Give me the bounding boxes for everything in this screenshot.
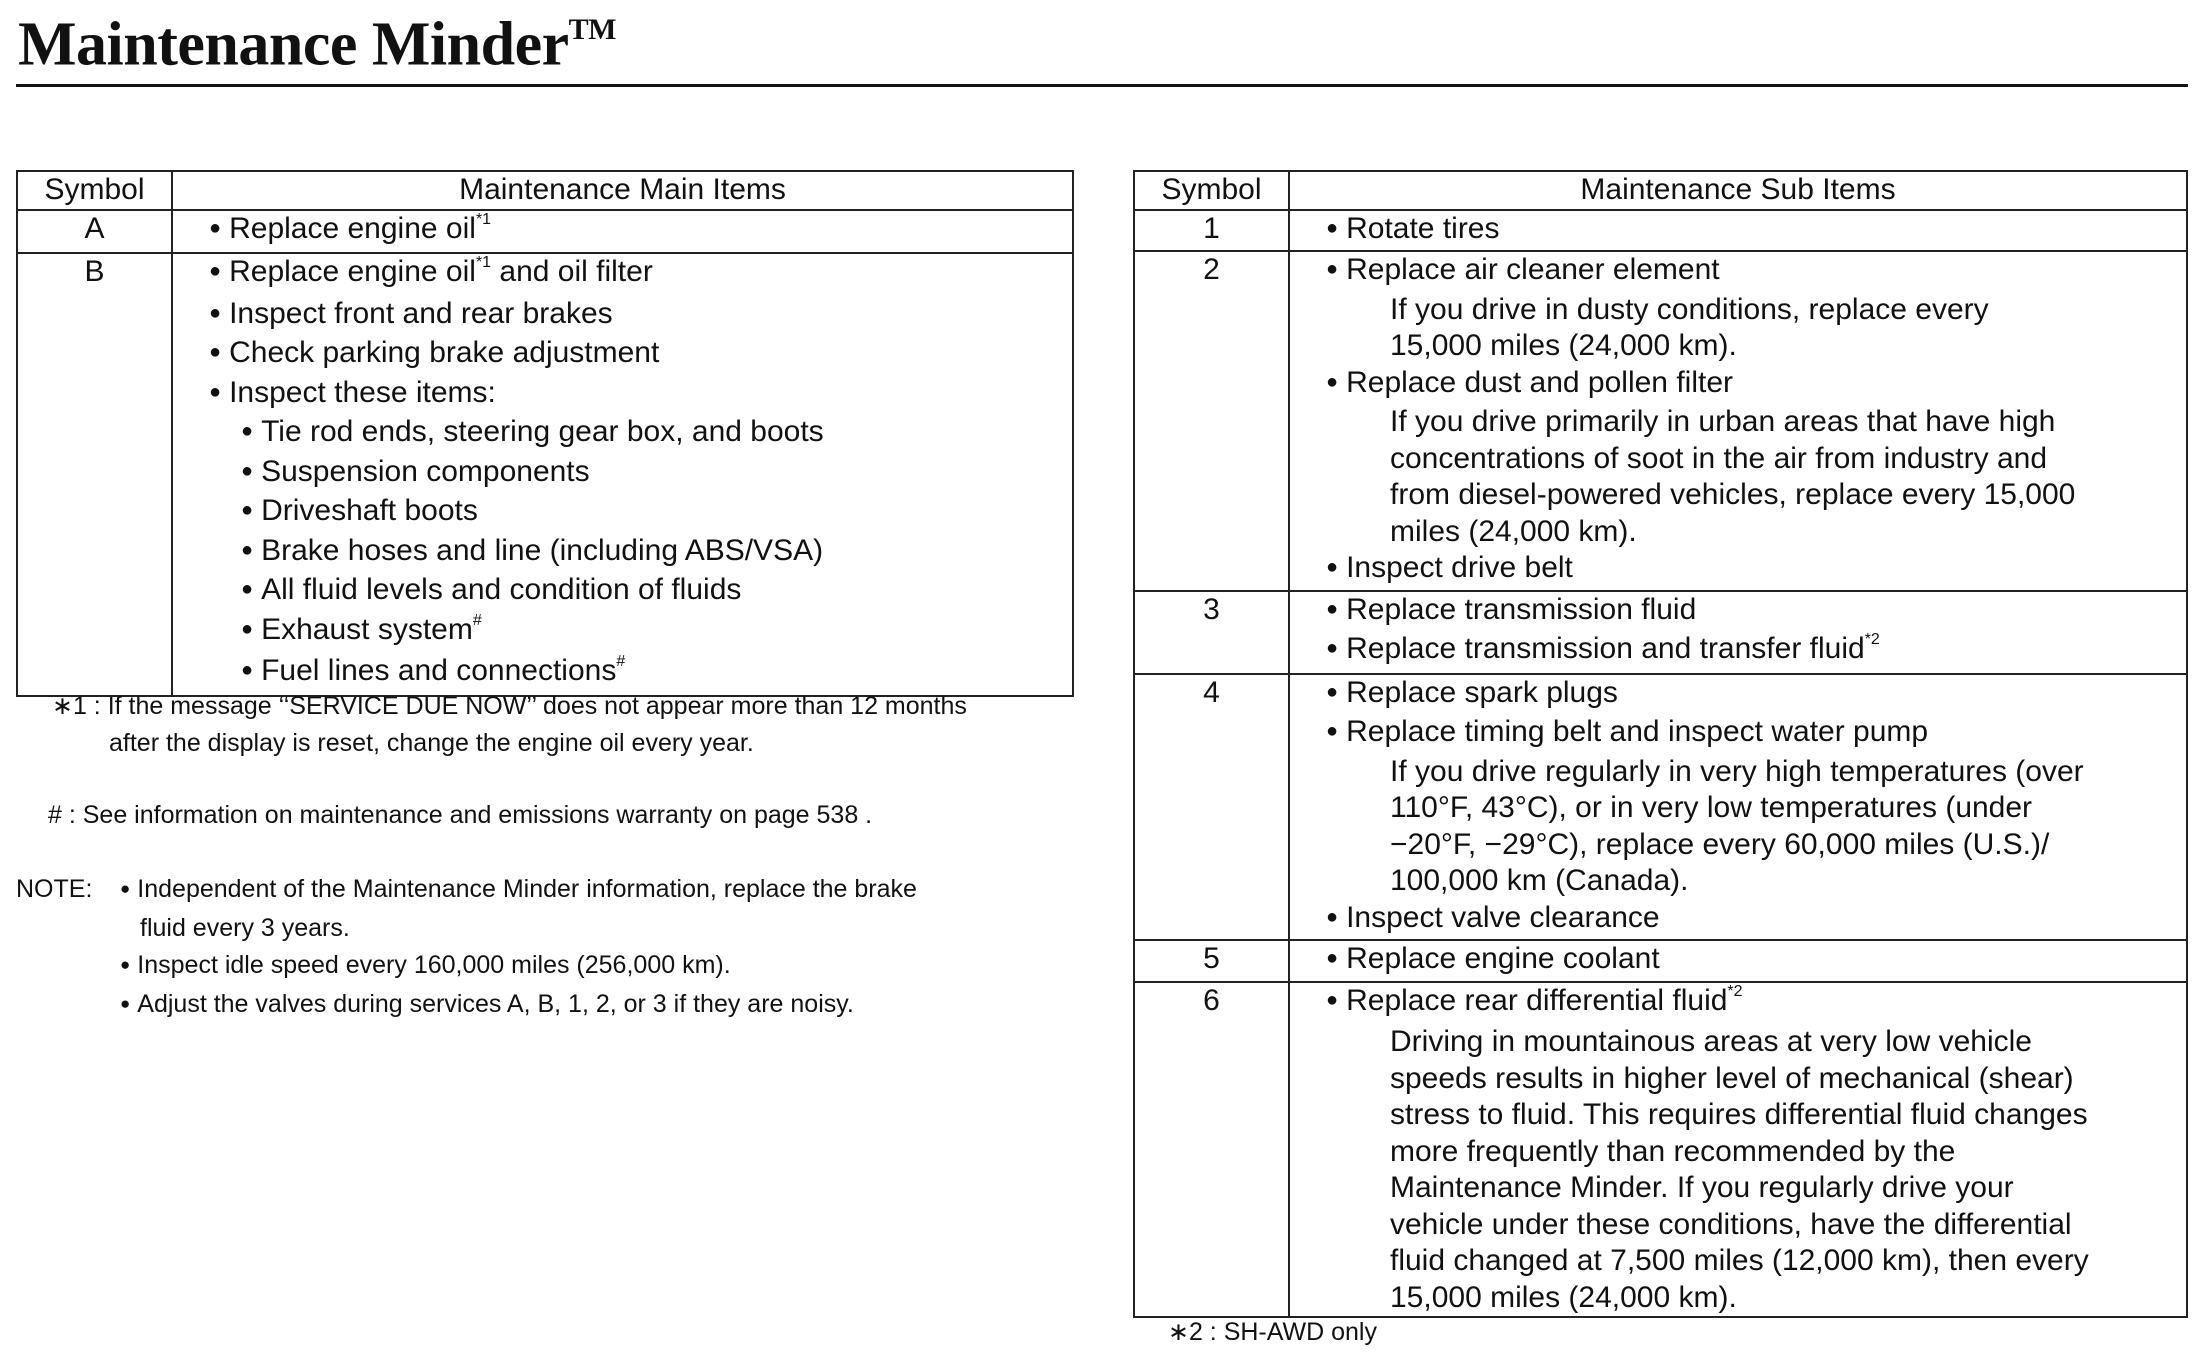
item-detail-line [1326,827,2186,864]
item-text: 15,000 miles (24,000 km). [1390,1280,1737,1314]
footnote-mark: *1 [475,254,492,271]
item-text: ● Tie rod ends, steering gear box, and boots [241,415,824,448]
item-text: ● Check parking brake adjustment [209,336,659,369]
item-detail-line [1326,477,2186,514]
item-detail-line [1326,1280,2186,1317]
item-text: ● Replace engine oil [209,212,476,245]
item-text: ● Brake hoses and line (including ABS/VSA) [241,534,823,567]
table-row [1134,591,2187,674]
item-text: ● Driveshaft boots [241,494,478,527]
item-text: 100,000 km (Canada). [1390,864,1689,897]
item-text: ● Inspect front and rear brakes [209,297,613,330]
item-text: ● Suspension components [241,455,590,488]
footnote-1-line-2: after the display is reset, change the engine oil every year. [109,729,754,757]
item-text: ● Rotate tires [1326,212,1500,245]
list-item [1326,550,2186,590]
items-cell [1289,940,2187,982]
table-row [1134,251,2187,591]
item-text: stress to fluid. This requires differential fluid changes [1390,1098,2088,1131]
page-title: Maintenance Minder™ [18,10,616,79]
item-text: ● All fluid levels and condition of fluids [241,573,741,606]
item-detail-line [1326,514,2186,551]
item-text: miles (24,000 km). [1390,514,1637,548]
item-text: If you drive primarily in urban areas that have high [1390,405,2056,438]
item-text-continued: and oil filter [491,255,653,288]
item-text: If you drive in dusty conditions, replace every [1390,292,1989,326]
item-text: ● Replace air cleaner element [1326,253,1720,286]
note-item-1-line-1: ● Independent of the Maintenance Minder information, replace the brake [120,875,917,903]
note-block [16,871,917,1025]
item-text: fluid changed at 7,500 miles (12,000 km), then every [1390,1244,2089,1277]
item-detail-line [1326,404,2186,441]
table-header-row [1134,171,2187,210]
items-cell [172,210,1073,254]
table-row [1134,940,2187,982]
footnote-mark: # [472,611,482,629]
item-detail-line [1326,863,2186,900]
list-item [209,296,1072,336]
table-row [1134,674,2187,941]
footnote-mark: *2 [1864,631,1880,648]
item-text: from diesel-powered vehicles, replace every 15,000 [1390,478,2076,511]
main-items-table [16,170,1074,697]
items-cell [1289,674,2187,941]
title-rule [16,84,2188,87]
item-detail-line [1326,328,2186,365]
list-item [209,533,1072,573]
list-item [1326,631,2186,673]
item-text: ● Fuel lines and connections [241,654,616,687]
list-item [209,572,1072,612]
list-item [209,454,1072,494]
symbol-header: Symbol [1134,171,1289,210]
list-item [1326,983,2186,1025]
footnote-mark: *2 [1727,982,1743,1000]
item-detail-line [1326,1097,2186,1134]
item-text: 110°F, 43°C), or in very low temperatures (under [1390,791,2033,824]
item-text: ● Replace dust and pollen filter [1326,366,1733,399]
items-cell [1289,982,2187,1318]
item-text: ● Replace timing belt and inspect water pump [1326,715,1928,748]
item-detail-line [1326,1170,2186,1207]
items-cell [1289,210,2187,252]
list-item [1326,675,2186,715]
item-text: vehicle under these conditions, have the differential [1390,1207,2072,1241]
item-detail-line [1326,292,2186,329]
item-text: −20°F, −29°C), replace every 60,000 miles (U.S.)/ [1390,827,2050,861]
symbol-cell: B [17,253,172,696]
list-item [209,335,1072,375]
list-item [209,414,1072,454]
item-text: ● Replace spark plugs [1326,676,1618,709]
symbol-cell: 1 [1134,210,1289,252]
symbol-cell: 2 [1134,251,1289,591]
item-text: ● Replace transmission fluid [1326,593,1696,626]
note-item-1-line-2: fluid every 3 years. [140,914,350,942]
item-text: ● Inspect valve clearance [1326,901,1660,934]
item-text: ● Replace rear differential fluid [1326,984,1727,1017]
table-header-row [17,171,1073,210]
list-item [209,254,1072,296]
sub-items-table [1133,170,2188,1318]
items-cell [1289,591,2187,674]
item-text: ● Inspect these items: [209,376,496,409]
main-items-header: Maintenance Main Items [172,171,1073,210]
list-item [209,211,1072,253]
table-row [17,210,1073,254]
items-cell [1289,251,2187,591]
items-cell [172,253,1073,696]
item-text: ● Inspect drive belt [1326,551,1573,584]
item-detail-line [1326,1024,2186,1061]
trademark-symbol: TM [568,13,616,46]
symbol-cell: 3 [1134,591,1289,674]
list-item [1326,900,2186,940]
item-detail-line [1326,1207,2186,1244]
list-item [1326,211,2186,251]
list-item [1326,365,2186,405]
footnote-hash: # : See information on maintenance and emissions warranty on page 538 . [48,801,873,829]
table-row [1134,210,2187,252]
item-text: 15,000 miles (24,000 km). [1390,329,1737,362]
list-item [209,493,1072,533]
footnote-mark: # [616,653,626,670]
footnote-1 [52,688,967,762]
footnote-mark: *1 [475,210,492,228]
symbol-cell: 5 [1134,940,1289,982]
sub-items-header: Maintenance Sub Items [1289,171,2187,210]
item-text: more frequently than recommended by the [1390,1134,1956,1168]
item-detail-line [1326,441,2186,478]
list-item [1326,941,2186,981]
item-text: Maintenance Minder. If you regularly drive your [1390,1171,2014,1204]
list-item [1326,252,2186,292]
item-text: ● Replace engine coolant [1326,942,1660,975]
table-row [1134,982,2187,1318]
footnote-1-line-1: ∗1 : If the message ‘‘SERVICE DUE NOW’’ does not appear more than 12 months [52,692,967,720]
symbol-cell: 4 [1134,674,1289,941]
note-item-3: ● Adjust the valves during services A, B, 1, 2, or 3 if they are noisy. [120,990,854,1018]
item-text: ● Replace transmission and transfer fluid [1326,632,1865,665]
item-detail-line [1326,790,2186,827]
item-detail-line [1326,1134,2186,1171]
item-text: concentrations of soot in the air from industry and [1390,441,2048,475]
symbol-cell: 6 [1134,982,1289,1318]
list-item [209,612,1072,654]
footnote-2: ∗2 : SH-AWD only [1168,1318,1377,1346]
note-label: NOTE: [16,875,93,903]
table-row [17,253,1073,696]
list-item [1326,592,2186,632]
symbol-header: Symbol [17,171,172,210]
note-item-2: ● Inspect idle speed every 160,000 miles (256,000 km). [120,951,731,979]
item-text: If you drive regularly in very high temperatures (over [1390,754,2084,788]
item-detail-line [1326,1061,2186,1098]
list-item [209,375,1072,415]
item-text: ● Exhaust system [241,613,473,646]
list-item [1326,714,2186,754]
item-text: Driving in mountainous areas at very low vehicle [1390,1025,2032,1058]
symbol-cell: A [17,210,172,254]
item-text: speeds results in higher level of mechanical (shear) [1390,1061,2074,1095]
item-text: ● Replace engine oil [209,255,476,288]
item-detail-line [1326,754,2186,791]
item-detail-line [1326,1243,2186,1280]
